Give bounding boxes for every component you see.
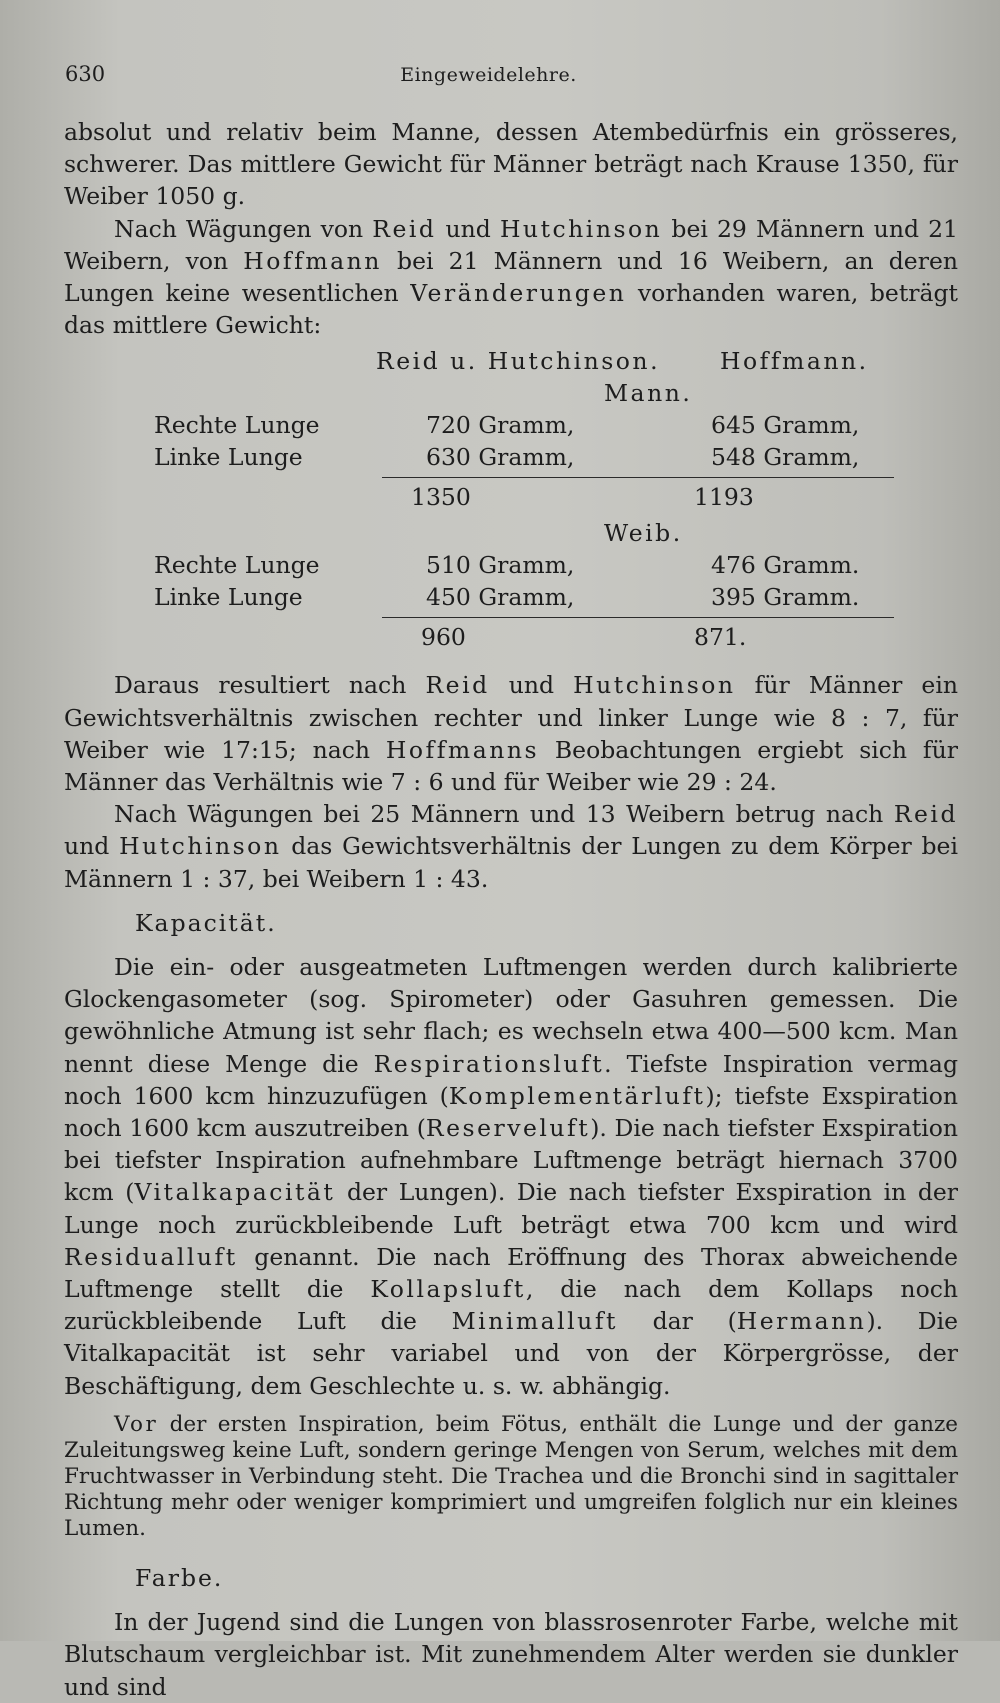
cell-reid: 720 Gramm,: [426, 411, 575, 440]
author-hoffmann: Hoffmann: [243, 246, 382, 275]
section-heading-farbe: Farbe.: [135, 1563, 224, 1592]
text-span: , die nach dem Kollaps noch zurückbleibende Luft die: [64, 1275, 959, 1336]
paragraph-weighings: [64, 213, 958, 342]
text-span: das Gewichtsverhältnis der Lungen zu dem Körper bei Männern 1 : 37, bei Weibern 1 : 43.: [64, 832, 958, 893]
term-kollapsluft: Kollapsluft: [370, 1275, 526, 1304]
text-span: vorhanden waren, beträgt das mittlere Gewicht:: [64, 279, 958, 340]
author-hutchinson: Hutchinson: [119, 832, 282, 861]
text-span: dar (: [617, 1307, 737, 1336]
term-residualluft: Residualluft: [64, 1242, 238, 1271]
text-span: Daraus resultiert nach: [114, 671, 426, 700]
text-span: Nach Wägungen bei 25 Männern und 13 Weibern betrug nach: [114, 800, 894, 829]
lung-weight-table: [64, 341, 958, 669]
text-body: [64, 116, 958, 1703]
term-veranderungen: Veränderungen: [410, 279, 627, 308]
paragraph-capacity: [64, 951, 958, 1402]
group-label-weib: Weib.: [604, 519, 683, 548]
paragraph-fetus: [64, 1412, 958, 1542]
text-span: ). Die nach tiefster Exspiration bei tiefster Inspiration aufnehmbare Luftmenge beträgt hiernach 3700 kcm (: [64, 1114, 959, 1207]
term-respirationsluft: Respirationsluft: [373, 1049, 605, 1078]
column-header-hoffmann: Hoffmann.: [720, 347, 869, 376]
cell-reid: 450 Gramm,: [426, 583, 575, 612]
author-hermann: Hermann: [736, 1307, 867, 1336]
group-label-mann: Mann.: [604, 379, 693, 408]
sum-rule: [382, 617, 894, 618]
text-span: und: [64, 832, 120, 861]
cell-hoffmann: 476 Gramm.: [711, 551, 860, 580]
author-reid: Reid: [425, 671, 490, 700]
author-reid: Reid: [372, 214, 437, 243]
total-hoffmann: 1193: [694, 483, 754, 512]
cell-reid: 510 Gramm,: [426, 551, 575, 580]
row-label: Linke Lunge: [154, 583, 303, 612]
text-span: Die ein- oder ausgeatmeten Luftmengen werden durch kalibrierte Glockengasometer (sog. Spirometer) oder Gasuhren gemessen. Die gewöhnliche Atmung ist sehr flach; es wechseln etwa 400—500 kcm. Man nennt diese Menge die: [64, 953, 958, 1078]
cell-hoffmann: 645 Gramm,: [711, 411, 860, 440]
text-span: ); tiefste Exspiration noch 1600 kcm auszutreiben (: [64, 1081, 959, 1143]
text-span: Beobachtungen ergiebt sich für Männer das Verhältnis wie 7 : 6 und für Weiber wie 29 : 24.: [64, 735, 958, 797]
term-vor: Vor: [114, 1411, 159, 1437]
sum-rule: [382, 477, 894, 478]
author-reid: Reid: [893, 800, 958, 829]
total-reid: 1350: [411, 483, 471, 512]
cell-hoffmann: 395 Gramm.: [711, 583, 860, 612]
row-label: Rechte Lunge: [154, 411, 320, 440]
text-span: für Männer ein Gewichtsverhältnis zwischen rechter und linker Lunge wie 8 : 7, für Weiber wie 17:15; nach: [64, 671, 958, 764]
author-hoffmanns: Hoffmanns: [385, 735, 540, 764]
text-span: genannt. Die nach Eröffnung des Thorax abweichende Luftmenge stellt die: [64, 1242, 958, 1304]
text-span: und: [436, 214, 500, 243]
text-span: ). Die Vitalkapacität ist sehr variabel und von der Körpergrösse, der Beschäftigung, dem Geschlechte u. s. w. abhängig.: [64, 1307, 958, 1400]
cell-hoffmann: 548 Gramm,: [711, 443, 860, 472]
row-label: Linke Lunge: [154, 443, 303, 472]
term-vitalkapazitat: Vitalkapacität: [134, 1178, 336, 1207]
paragraph-weight-intro: absolut und relativ beim Manne, dessen Atembedürfnis ein grösseres, schwerer. Das mittlere Gewicht für Männer beträgt nach Krause 1350, für Weiber 1050 g.: [64, 118, 958, 211]
column-header-reid: Reid u. Hutchinson.: [376, 347, 661, 376]
paragraph-body-ratio: [64, 798, 958, 895]
total-reid: 960: [421, 623, 466, 652]
text-span: der ersten Inspiration, beim Fötus, enthält die Lunge und der ganze Zuleitungsweg keine Luft, sondern geringe Mengen von Serum, welches mit dem Fruchtwasser in Verbindung steht. Die Trachea und die Bronchi sind in sagittaler Richtung mehr oder weniger komprimiert und umgreifen folglich nur ein kleines Lumen.: [64, 1411, 958, 1541]
text-span: der Lungen). Die nach tiefster Exspiration in der Lunge noch zurückbleibende Luft beträgt etwa 700 kcm und wird: [64, 1178, 959, 1239]
text-span: . Tiefste Inspiration vermag noch 1600 kcm hinzuzufügen (: [64, 1049, 958, 1110]
paragraph-color: In der Jugend sind die Lungen von blassrosenroter Farbe, welche mit Blutschaum vergleichbar ist. Mit zunehmendem Alter werden sie dunkler und sind: [64, 1608, 958, 1701]
page-number: 630: [65, 62, 106, 86]
term-minimalluft: Minimalluft: [451, 1307, 618, 1336]
paragraph-ratio: [64, 669, 958, 798]
cell-reid: 630 Gramm,: [426, 443, 575, 472]
text-span: und: [489, 671, 574, 700]
term-komplementarluft: Komplementärluft: [448, 1081, 706, 1110]
author-hutchinson: Hutchinson: [573, 671, 736, 700]
running-title: Eingeweidelehre.: [400, 64, 577, 86]
row-label: Rechte Lunge: [154, 551, 320, 580]
author-hutchinson: Hutchinson: [499, 214, 663, 243]
text-span: bei 29 Männern und 21 Weibern, von: [64, 214, 958, 275]
total-hoffmann: 871.: [694, 623, 747, 652]
term-reserveluft: Reserveluft: [425, 1114, 591, 1143]
page-header: [65, 62, 912, 96]
section-heading-kapazitat: Kapacität.: [135, 908, 277, 937]
text-span: bei 21 Männern und 16 Weibern, an deren Lungen keine wesentlichen: [64, 246, 958, 308]
text-span: Nach Wägungen von: [114, 214, 373, 243]
